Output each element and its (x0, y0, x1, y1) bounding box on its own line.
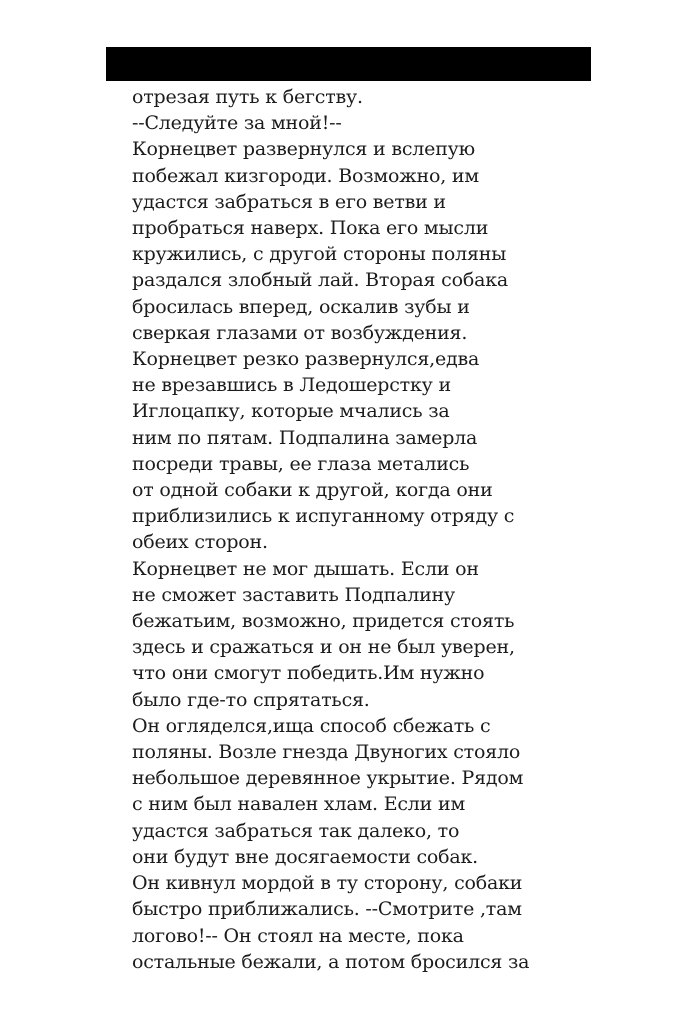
text-line: здесь и сражаться и он не был уверен, (132, 636, 515, 659)
text-line: раздался злобный лай. Вторая собака (132, 269, 509, 292)
text-line: сверкая глазами от возбуждения. (132, 321, 468, 344)
text-line: не сможет заставить Подпалину (132, 583, 455, 606)
text-line: логово!-- Он стоял на месте, пока (132, 924, 464, 947)
text-line: остальные бежали, а потом бросился за (132, 950, 530, 973)
text-line: побежал кизгороди. Возможно, им (132, 164, 479, 187)
text-line: быстро приближались. --Смотрите ,там (132, 898, 522, 921)
text-line: не врезавшись в Ледошерстку и (132, 374, 451, 397)
text-line: удастся забраться в его ветви и (132, 190, 446, 213)
text-line: Корнецвет не мог дышать. Если он (132, 557, 479, 580)
redaction-bar (106, 47, 591, 81)
text-line: кружились, с другой стороны поляны (132, 243, 507, 266)
text-line: Иглоцапку, которые мчались за (132, 400, 450, 423)
text-line: отрезая путь к бегству. (132, 86, 363, 108)
text-line: Корнецвет резко развернулся,едва (132, 348, 480, 371)
text-line: приблизились к испуганному отряду с (132, 505, 515, 528)
text-line: --Следуйте за мной!-- (132, 112, 342, 135)
text-line: посреди травы, ее глаза метались (132, 452, 470, 475)
text-line: Он огляделся,ища способ сбежать с (132, 714, 491, 737)
text-line: удастся забраться так далеко, то (132, 819, 460, 842)
text-line: было где-то спрятаться. (132, 688, 370, 711)
text-line: они будут вне досягаемости собак. (132, 845, 479, 868)
text-line: Он кивнул мордой в ту сторону, собаки (132, 872, 523, 895)
text-line: бежатьим, возможно, придется стоять (132, 610, 515, 633)
text-line: бросилась вперед, оскалив зубы и (132, 295, 470, 318)
text-line: поляны. Возле гнезда Двуногих стояло (132, 741, 521, 764)
text-line: обеих сторон. (132, 531, 268, 554)
text-line: ним по пятам. Подпалина замерла (132, 426, 478, 449)
text-line: небольшое деревянное укрытие. Рядом (132, 767, 524, 790)
text-line: от одной собаки к другой, когда они (132, 479, 493, 502)
text-line: что они смогут победить.Им нужно (132, 662, 485, 685)
text-line: пробраться наверх. Пока его мысли (132, 217, 489, 240)
text-line: Корнецвет развернулся и вслепую (132, 138, 475, 161)
page-text (132, 84, 562, 975)
text-line: с ним был навален хлам. Если им (132, 793, 466, 816)
